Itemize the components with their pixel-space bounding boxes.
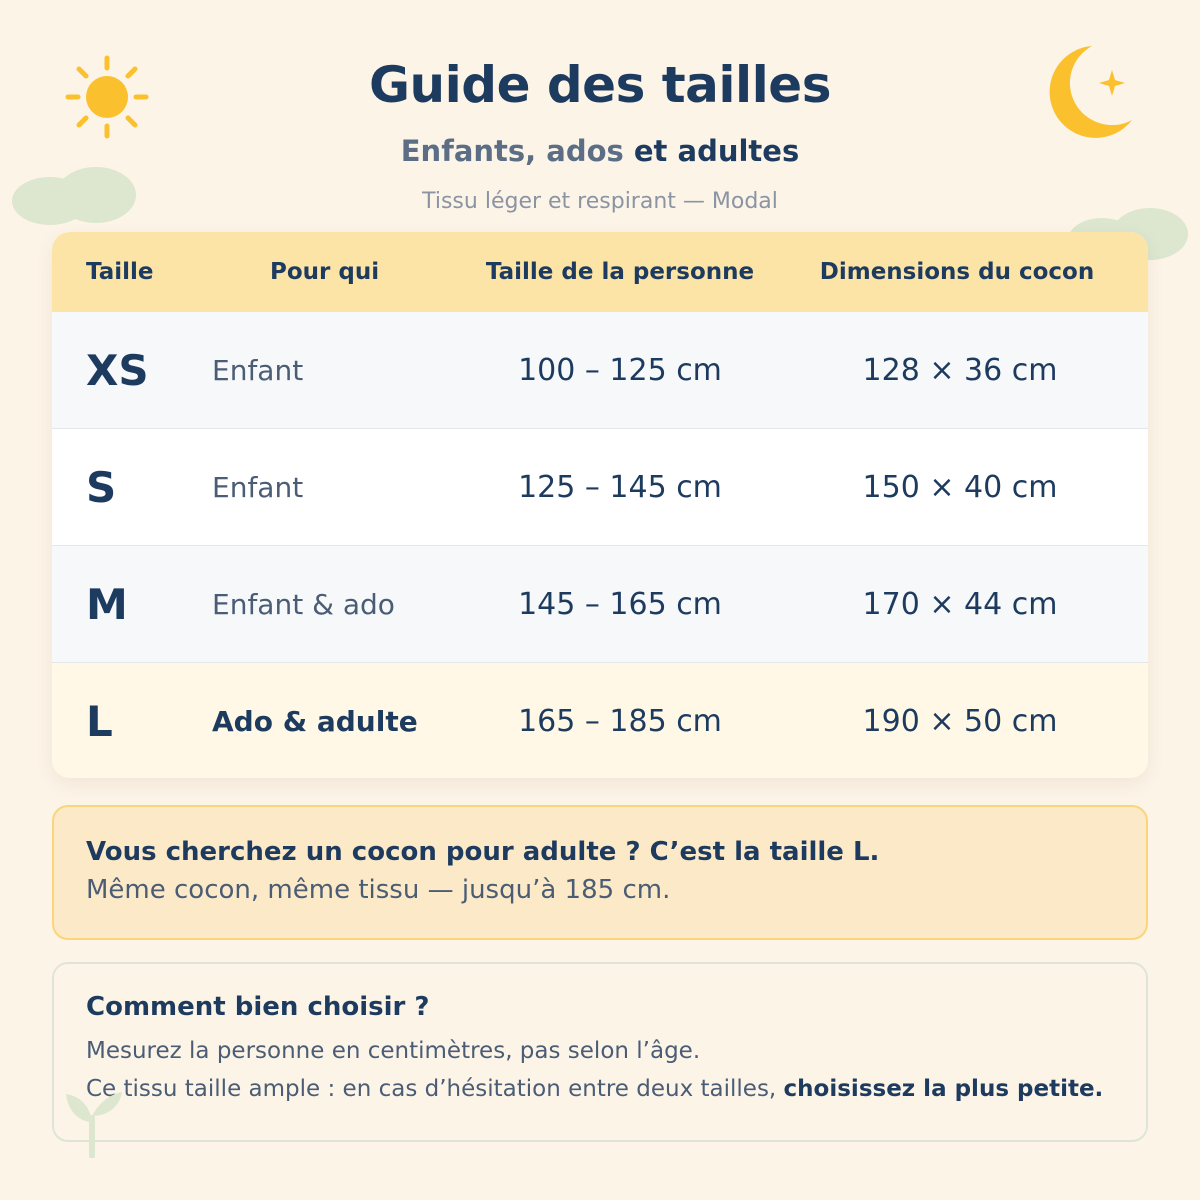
dims-cell: 170 × 44 cm: [862, 586, 1058, 622]
tips-line-2-text: Ce tissu taille ample : en cas d’hésitation entre deux tailles,: [86, 1076, 784, 1102]
size-cell: L: [86, 696, 113, 746]
callout-text: Même cocon, même tissu — jusqu’à 185 cm.: [86, 875, 671, 905]
subtitle-part2: et adultes: [633, 134, 800, 168]
fabric-note: Tissu léger et respirant — Modal: [422, 189, 778, 214]
height-cell: 165 – 185 cm: [518, 703, 722, 739]
column-header-taille: Taille: [86, 259, 154, 285]
sprout-icon: [60, 1082, 126, 1158]
column-header-dimensions: Dimensions du cocon: [819, 259, 1095, 285]
who-cell: Enfant: [212, 353, 304, 387]
size-table: [52, 232, 1148, 778]
who-cell: Enfant: [212, 470, 304, 504]
adult-callout: [52, 805, 1148, 940]
table-header: [52, 232, 1148, 312]
page-title: Guide des tailles: [369, 56, 831, 114]
column-header-taille-personne: Taille de la personne: [485, 259, 755, 285]
table-row: [52, 312, 1148, 428]
height-cell: 145 – 165 cm: [518, 586, 722, 622]
tips-line-2-emphasis: choisissez la plus petite.: [783, 1076, 1104, 1102]
size-cell: S: [86, 462, 117, 512]
who-cell: Ado & adulte: [212, 704, 418, 738]
page-subtitle: [0, 134, 1200, 168]
callout-heading: Vous cherchez un cocon pour adulte ? C’est la taille L.: [86, 837, 880, 867]
table-row-highlighted: [52, 662, 1148, 778]
size-cell: XS: [86, 345, 149, 395]
column-header-pour-qui: Pour qui: [270, 259, 380, 285]
tips-box: [52, 962, 1148, 1142]
tips-title: Comment bien choisir ?: [86, 992, 430, 1022]
size-cell: M: [86, 579, 128, 629]
dims-cell: 150 × 40 cm: [862, 469, 1058, 505]
dims-cell: 128 × 36 cm: [862, 352, 1058, 388]
tips-line-2: [86, 1076, 1114, 1102]
subtitle-part1: Enfants, ados: [400, 134, 634, 168]
who-cell: Enfant & ado: [212, 587, 395, 621]
height-cell: 125 – 145 cm: [518, 469, 722, 505]
tips-line-1: Mesurez la personne en centimètres, pas selon l’âge.: [86, 1038, 701, 1064]
table-row: [52, 428, 1148, 545]
height-cell: 100 – 125 cm: [518, 352, 722, 388]
dims-cell: 190 × 50 cm: [862, 703, 1058, 739]
table-row: [52, 545, 1148, 662]
